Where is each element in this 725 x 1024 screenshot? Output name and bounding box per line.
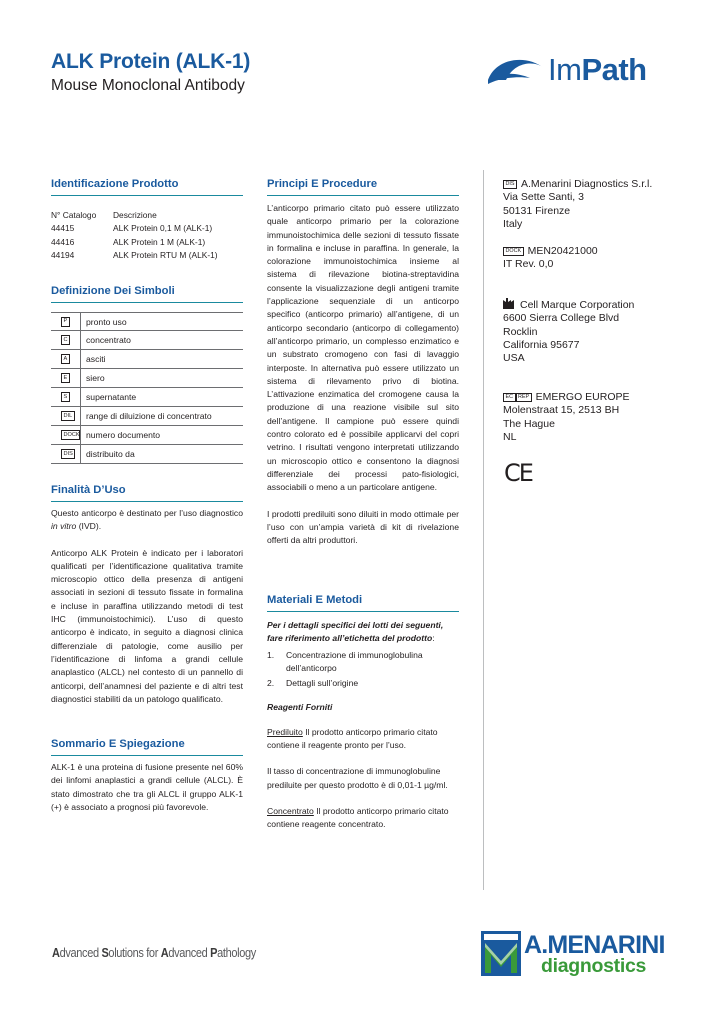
catalog-description: ALK Protein 1 M (ALK-1): [113, 236, 206, 247]
concentrato-paragraph: [267, 805, 459, 832]
materiali-heading-text: Materiali E Metodi: [267, 594, 459, 612]
finalita-text: Questo anticorpo è destinato per l’uso diagnostico: [51, 508, 243, 518]
symbol-row: [51, 388, 243, 407]
symbol-label: asciti: [86, 354, 106, 364]
menarini-name: A.MENARINI: [524, 931, 665, 959]
materiali-heading: [267, 594, 459, 612]
ec-rep-address: [503, 391, 630, 444]
document-revision: IT Rev. 0,0: [503, 258, 554, 271]
identificazione-heading-text: Identificazione Prodotto: [51, 178, 243, 196]
list-item: [267, 649, 459, 676]
distributor-line: 50131 Firenze: [503, 204, 571, 217]
materiali-intro-bold: Per i dettagli specifici dei lotti dei seguenti, fare riferimento all’etichetta del prodotto: [267, 620, 444, 644]
menarini-logo-icon: [481, 931, 521, 976]
reagenti-heading: Reagenti Forniti: [267, 702, 333, 713]
symbol-row: [51, 407, 243, 426]
symbol-label: numero documento: [86, 430, 161, 440]
catalog-description: ALK Protein RTU M (ALK-1): [113, 250, 218, 261]
document-title: ALK Protein (ALK-1): [51, 50, 251, 73]
factory-icon: [503, 297, 516, 309]
document-number: MEN20421000: [527, 245, 598, 257]
distributor-name: A.Menarini Diagnostics S.r.l.: [521, 178, 653, 190]
catalog-col-header: N° Catalogo: [51, 209, 97, 220]
symbol-row: [51, 369, 243, 388]
prediluito-paragraph: [267, 726, 459, 753]
tasso-paragraph: Il tasso di concentrazione di immunoglobuline prediluite per questo prodotto è di 0,01-1 µg/ml.: [267, 766, 448, 790]
ec-rep-name: EMERGO EUROPE: [535, 391, 630, 403]
finalita-heading-text: Finalità D’Uso: [51, 484, 243, 502]
symbol-box-icon: DIL: [61, 411, 75, 421]
finalita-heading: [51, 484, 243, 502]
symbol-label: range di diluizione di concentrato: [86, 411, 212, 421]
rep-tag-icon: REP: [516, 393, 532, 402]
finalita-paragraph: [51, 507, 243, 534]
list-number: 2.: [267, 678, 275, 689]
ec-rep-line: Molenstraat 15, 2513 BH: [503, 404, 620, 417]
list-number: 1.: [267, 649, 275, 660]
symbol-box-icon: S: [61, 392, 70, 402]
manufacturer-line: Rocklin: [503, 325, 538, 338]
manufacturer-line: [503, 297, 634, 312]
footer-slogan: [52, 946, 256, 960]
prediluito-label: Prediluito: [267, 726, 303, 737]
principi-heading-text: Principi E Procedure: [267, 178, 459, 196]
sommario-heading-text: Sommario E Spiegazione: [51, 738, 243, 756]
symbol-label: concentrato: [86, 335, 131, 345]
catalog-number: 44194: [51, 250, 75, 261]
symbol-row: [51, 350, 243, 369]
manufacturer-name: Cell Marque Corporation: [520, 299, 635, 311]
slogan-initial: S: [101, 946, 109, 960]
concentrato-label: Concentrato: [267, 805, 314, 816]
catalog-table: [51, 208, 218, 262]
slogan-word: dvanced: [59, 946, 102, 960]
ec-rep-line: The Hague: [503, 417, 555, 430]
impath-logo-im: Im: [548, 52, 582, 87]
table-row: [51, 249, 218, 263]
symbol-box-icon: A: [61, 354, 70, 364]
symbol-row: [51, 445, 243, 464]
list-text: Concentrazione di immunoglobulina dell’anticorpo: [286, 649, 423, 673]
slogan-word: athology: [217, 946, 256, 960]
sommario-paragraph: ALK-1 è una proteina di fusione presente nel 60% dei linfomi anaplastici a grandi cellule (ALCL). È stato dimostrato che tra gli ALCL il gruppo ALK-1 (+) è associato a prognosi più favorevole.: [51, 762, 243, 812]
manufacturer-line: California 95677: [503, 338, 580, 351]
slogan-initial: P: [210, 946, 218, 960]
list-item: [267, 677, 459, 690]
ec-tag-icon: EC: [503, 393, 516, 402]
materiali-body: [267, 619, 459, 845]
document-number-line: [503, 245, 598, 258]
symbol-box-icon: DOCK: [61, 430, 80, 440]
finalita-italic-text: in vitro: [51, 521, 77, 532]
impath-logo: [548, 52, 647, 88]
symbol-box-icon: C: [61, 335, 70, 345]
materiali-intro-tail: :: [432, 633, 435, 644]
catalog-number: 44416: [51, 236, 75, 247]
sommario-body: [51, 761, 243, 827]
slogan-initial: A: [52, 946, 60, 960]
symbol-box-icon: P: [61, 317, 70, 327]
symbol-row: [51, 331, 243, 350]
document-subtitle: Mouse Monoclonal Antibody: [51, 77, 245, 94]
simboli-heading-text: Definizione Dei Simboli: [51, 285, 243, 303]
ce-mark-icon: CE: [504, 459, 532, 487]
menarini-sub: diagnostics: [541, 955, 647, 977]
list-text: Dettagli sull’origine: [286, 678, 359, 689]
principi-body: [267, 202, 459, 560]
table-row: [51, 222, 218, 236]
prediluito-text: Il prodotto anticorpo primario citato contiene il reagente pronto per l’uso.: [267, 726, 438, 751]
manufacturer-line: USA: [503, 352, 525, 365]
document-number-block: [503, 245, 598, 272]
symbols-table: [51, 312, 243, 464]
simboli-heading: [51, 285, 243, 303]
symbol-row: [51, 426, 243, 445]
symbol-label: supernatante: [86, 392, 137, 402]
principi-paragraph-2: I prodotti prediluiti sono diluiti in modo ottimale per l’uso con un’ampia varietà di kit di rivelazione offerti da altri produttori.: [267, 508, 459, 546]
sommario-heading: [51, 738, 243, 756]
finalita-body: [51, 507, 243, 719]
catalog-header-row: [51, 208, 218, 222]
description-col-header: Descrizione: [113, 209, 157, 220]
slogan-initial: A: [160, 946, 169, 960]
distributor-address: [503, 178, 652, 231]
column-divider: [483, 170, 484, 890]
distributor-line: Via Sette Santi, 3: [503, 191, 584, 204]
catalog-number: 44415: [51, 223, 75, 234]
concentrato-text: Il prodotto anticorpo primario citato contiene reagente concentrato.: [267, 805, 449, 830]
symbol-label: distribuito da: [86, 449, 135, 459]
principi-paragraph: L’anticorpo primario citato può essere utilizzato quale anticorpo primario per la colorazione immunoistochimica delle sezioni di tessuto fissate in formalina e incluse in paraffina. In generale, la colorazione immunoistochimica insieme al sistema di rilevazione biotina-streptavidina consente la visualizzazione degli antigeni tramite l’applicazione sequenziale di un anticorpo specifico (anticorpo primario) all’antigene, di un anticorpo secondario (anticorpo di collegamento) all’anticorpo primario, un complesso enzimatico e un substrato cromogeno con fasi di lavaggio interposte. In alternativa può essere utilizzato un sistema di rilevamento privo di biotina. L’attivazione enzimatica del cromogene causa la produzione di una reazione visibile sul sito dell’antigene. Il campione può essere quindi contro colorato ed è possibile applicarvi del copri vetrino. I risultati vengono interpretati utilizzando un microscopio ottico e consentono la diagnosi differenziale dei processi pato-fisiologici, associabili o meno a un particolare antigene.: [267, 203, 459, 493]
ec-rep-line: NL: [503, 430, 517, 443]
identificazione-heading: [51, 178, 243, 196]
finalita-text-end: (IVD).: [76, 521, 102, 532]
catalog-description: ALK Protein 0,1 M (ALK-1): [113, 223, 213, 234]
materiali-intro: [267, 619, 459, 646]
manufacturer-address: [503, 297, 634, 365]
slogan-word: dvanced: [168, 946, 211, 960]
slogan-word: olutions for: [108, 946, 161, 960]
distributor-line: Italy: [503, 217, 523, 230]
finalita-paragraph-2: Anticorpo ALK Protein è indicato per i laboratori qualificati per l’identificazione qualitativa tramite microscopio ottico della presenza di antigeni associati in sezioni di tessuto fissate in formalina e incluse in paraffina utilizzando metodi di test IHC (immunoistochimici). L’uso di questo anticorpo è indicato, in seguito a diagnosi clinica differenziale di patologie, come ausilio per l’identificazione di linfoma a grandi cellule anaplastico (ALCL) nel contesto di un pannello di anticorpi, dell’anamnesi del paziente e di altri test diagnostici stabiliti da un patologo qualificato.: [51, 547, 243, 704]
impath-logo-path: Path: [581, 52, 647, 87]
distributor-line: [503, 178, 652, 191]
symbol-box-icon: E: [61, 373, 70, 383]
symbol-row: [51, 312, 243, 331]
symbol-label: siero: [86, 373, 105, 383]
principi-heading: [267, 178, 459, 196]
distributor-tag-icon: DIS: [503, 180, 517, 189]
ec-rep-line: [503, 391, 630, 404]
symbol-box-icon: DIS: [61, 449, 75, 459]
dock-tag-icon: DOCK: [503, 247, 524, 256]
table-row: [51, 235, 218, 249]
symbol-label: pronto uso: [86, 316, 127, 327]
manufacturer-line: 6600 Sierra College Blvd: [503, 312, 620, 325]
